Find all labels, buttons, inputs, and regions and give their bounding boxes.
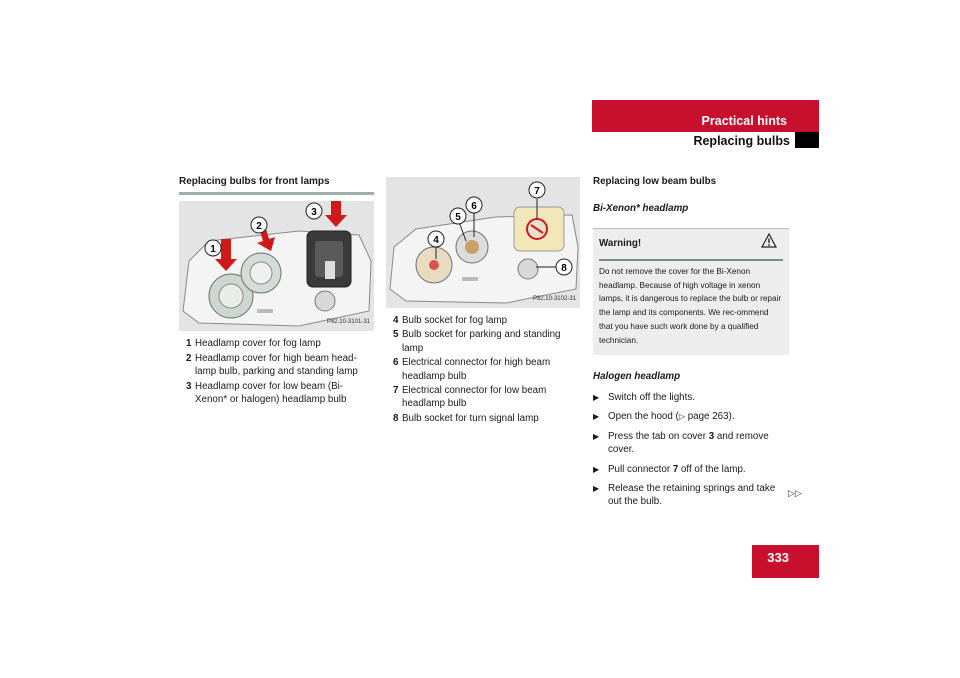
- step-text-part: Press the tab on cover: [608, 430, 709, 442]
- item-number: 8: [393, 412, 399, 424]
- step-text-part: Open the hood (: [608, 411, 679, 423]
- step-text-part: off of the lamp.: [678, 463, 746, 475]
- list-item: [393, 314, 580, 327]
- callout-number: 3: [708, 430, 715, 442]
- step-item: [593, 410, 789, 423]
- item-number: 2: [186, 352, 192, 364]
- item-number: 1: [186, 338, 192, 350]
- warning-box: [593, 228, 789, 355]
- header-red-bar: [592, 100, 819, 132]
- section-heading: Replacing low beam bulbs: [593, 176, 717, 187]
- continued-marker: ▷▷: [788, 488, 802, 498]
- warning-header: [599, 229, 783, 261]
- step-item: [593, 430, 789, 457]
- item-text: Electrical connector for high beam headlamp bulb: [402, 357, 551, 382]
- list-item: [186, 380, 374, 407]
- step-item: [593, 482, 789, 509]
- right-column: [593, 175, 789, 515]
- list-item: [393, 328, 580, 355]
- heading-rule: [179, 192, 374, 195]
- svg-text:3: 3: [311, 207, 317, 219]
- headlamp-illustration: [179, 201, 374, 331]
- svg-text:7: 7: [534, 186, 540, 197]
- arrow-right-icon: ▶: [593, 431, 600, 441]
- item-number: 6: [393, 357, 399, 369]
- svg-text:5: 5: [455, 212, 461, 223]
- svg-text:2: 2: [256, 221, 262, 233]
- step-text-part: Pull connector: [608, 463, 673, 475]
- svg-text:6: 6: [471, 201, 477, 212]
- svg-text:8: 8: [561, 263, 567, 274]
- list-item: [393, 356, 580, 383]
- list-item: [186, 352, 374, 379]
- page-number: 333: [752, 545, 819, 578]
- step-text-part: page 263).: [684, 411, 735, 423]
- list-item: [393, 384, 580, 411]
- item-text: Bulb socket for parking and standing lamp: [402, 329, 561, 354]
- step-text: [608, 463, 746, 476]
- item-text: Bulb socket for fog lamp: [402, 315, 508, 326]
- left-column: [179, 175, 374, 407]
- figure-code: P82.10-3101-31: [326, 319, 370, 325]
- step-item: [593, 391, 789, 404]
- section-title: Practical hints: [701, 114, 787, 128]
- warning-text: Do not remove the cover for the Bi-Xenon headlamp. Because of high voltage in xenon lamps, it is dangerous to replace the bulb or repair the lamp and its components. We rec-ommend that you have such work done by a qualified technician.: [599, 266, 782, 345]
- bulb-socket-figure: [386, 177, 580, 308]
- step-text: [608, 430, 789, 457]
- svg-text:1: 1: [210, 244, 216, 256]
- header-black-tab: [795, 132, 819, 148]
- step-text: Release the retaining springs and take out the bulb.: [608, 483, 776, 508]
- callout-number: 7: [672, 463, 679, 475]
- arrow-right-icon: ▶: [593, 484, 600, 494]
- figure-code: P82.10-3102-31: [532, 295, 576, 302]
- step-text-part: and remove cover.: [608, 430, 769, 456]
- subsection-heading: Bi-Xenon* headlamp: [593, 203, 689, 215]
- step-item: [593, 463, 789, 476]
- middle-column: [386, 177, 580, 426]
- triangle-right-icon: ▷: [678, 412, 685, 422]
- item-number: 7: [393, 385, 399, 397]
- item-text: Headlamp cover for high beam head-lamp bulb, parking and standing lamp: [195, 352, 358, 378]
- item-number: 3: [186, 380, 192, 392]
- warning-triangle-icon: [761, 233, 777, 249]
- item-text: Headlamp cover for low beam (Bi-Xenon* or halogen) headlamp bulb: [195, 380, 347, 406]
- item-text: Bulb socket for turn signal lamp: [402, 412, 539, 424]
- list-item: [186, 337, 374, 350]
- step-text: [608, 410, 735, 423]
- list-item: [393, 412, 580, 425]
- svg-text:4: 4: [433, 235, 439, 246]
- arrow-right-icon: ▶: [593, 393, 600, 402]
- item-number: 4: [393, 315, 399, 326]
- subsection-title: Replacing bulbs: [693, 134, 790, 148]
- arrow-right-icon: ▶: [593, 412, 600, 422]
- section-heading: Replacing bulbs for front lamps: [179, 176, 330, 187]
- step-text: Switch off the lights.: [608, 392, 695, 403]
- item-text: Headlamp cover for fog lamp: [195, 338, 321, 350]
- item-number: 5: [393, 329, 399, 341]
- halogen-heading: Halogen headlamp: [593, 370, 681, 382]
- arrow-right-icon: ▶: [593, 464, 600, 474]
- warning-title: Warning!: [599, 237, 642, 249]
- socket-illustration: [386, 177, 580, 308]
- item-text: Electrical connector for low beam headlamp bulb: [402, 385, 547, 410]
- headlamp-cover-figure: [179, 201, 374, 331]
